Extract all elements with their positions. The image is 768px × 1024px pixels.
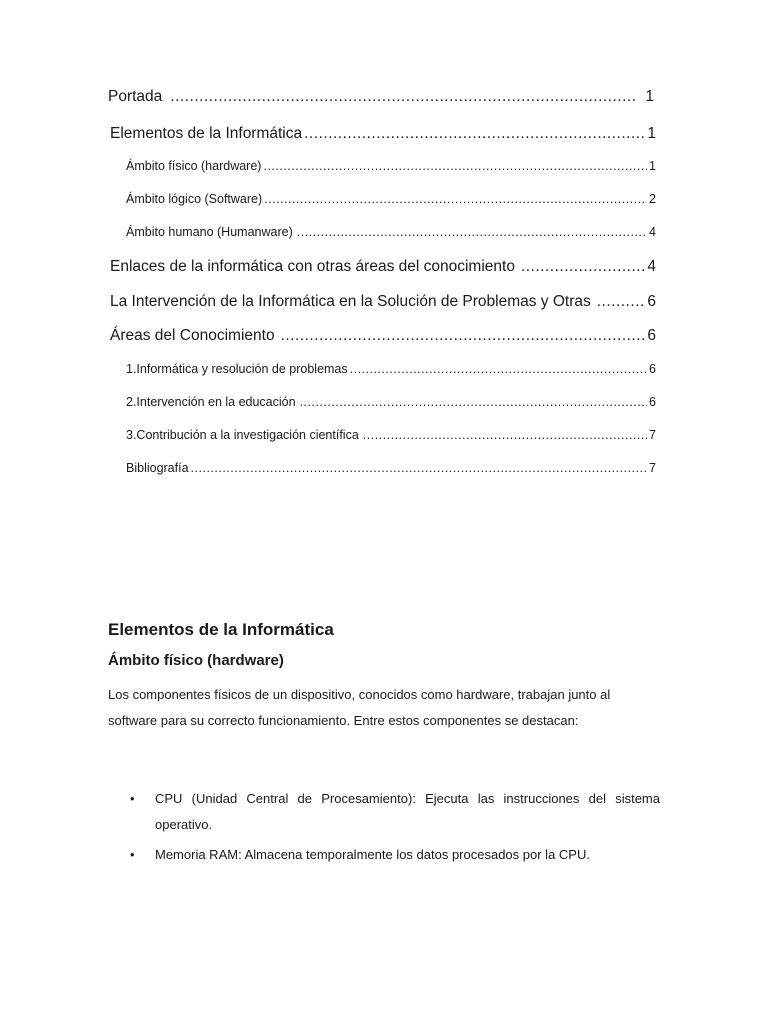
toc-entry-page: 6 [647,293,656,310]
toc-entry-page: 6 [649,362,656,376]
toc-entry-page: 2 [649,192,656,206]
body-paragraph: Los componentes físicos de un dispositivo, conocidos como hardware, trabajan junto al software para su correcto funcionamiento. Entre estos componentes se destacan: [108,687,611,728]
toc-entry-title: Ámbito lógico (Software) [126,192,263,206]
list-item [108,786,660,838]
toc-entry-title: 2.Intervención en la educación [126,395,296,409]
toc-leader-dots [597,293,646,311]
toc-leader-dots [350,362,647,376]
toc-leader-dots [264,192,647,206]
section-heading: Elementos de la Informática [108,620,334,639]
toc-entry-page: 1 [647,125,656,142]
toc-entry[interactable] [110,258,656,276]
toc-entry-page: 4 [647,258,656,275]
toc-entry[interactable] [110,293,656,311]
list-item [108,842,660,868]
toc-entry-page: 6 [649,395,656,409]
toc-entry-title: Ámbito humano (Humanware) [126,225,293,239]
toc-entry-page: 1 [645,88,654,105]
toc-entry-page: 7 [649,428,656,442]
toc-entry[interactable] [110,327,656,345]
toc-leader-dots [191,461,648,475]
toc-leader-dots [170,88,637,106]
toc-entry-page: 7 [649,461,656,475]
toc-entry-title: 1.Informática y resolución de problemas [126,362,348,376]
bullet-icon: • [130,847,135,862]
toc-entry-title: Enlaces de la informática con otras áreas del conocimiento [110,258,515,275]
toc-entry-title: Ámbito físico (hardware) [126,159,262,173]
toc-entry[interactable] [126,192,656,206]
toc-leader-dots [297,225,647,239]
toc-entry[interactable] [126,225,656,239]
toc-leader-dots [300,395,647,409]
toc-entry-title: Elementos de la Informática [110,125,303,142]
toc-entry[interactable] [108,88,654,106]
toc-entry-page: 1 [649,159,656,173]
toc-entry-title: 3.Contribución a la investigación científica [126,428,359,442]
toc-entry-title: Bibliografía [126,461,189,475]
bullet-icon: • [130,791,135,806]
toc-entry[interactable] [126,159,656,173]
toc-leader-dots [521,258,645,276]
toc-entry-title: Portada [108,88,163,105]
toc-entry[interactable] [126,395,656,409]
toc-entry[interactable] [110,125,656,143]
toc-entry-page: 4 [649,225,656,239]
toc-entry[interactable] [126,428,656,442]
toc-entry-page: 6 [647,327,656,344]
toc-leader-dots [281,327,646,345]
toc-entry-title: Áreas del Conocimiento [110,327,275,344]
toc-entry[interactable] [126,362,656,376]
list-item-text: Memoria RAM: Almacena temporalmente los datos procesados por la CPU. [155,847,590,862]
toc-entry[interactable] [126,461,656,475]
toc-leader-dots [263,159,647,173]
toc-entry-title: La Intervención de la Informática en la Solución de Problemas y Otras [110,293,591,310]
list-item-text: CPU (Unidad Central de Procesamiento): Ejecuta las instrucciones del sistema operativo. [155,791,660,832]
section-subheading: Ámbito físico (hardware) [108,652,284,669]
bullet-list [108,786,660,872]
toc-leader-dots [304,125,645,143]
toc-leader-dots [363,428,647,442]
